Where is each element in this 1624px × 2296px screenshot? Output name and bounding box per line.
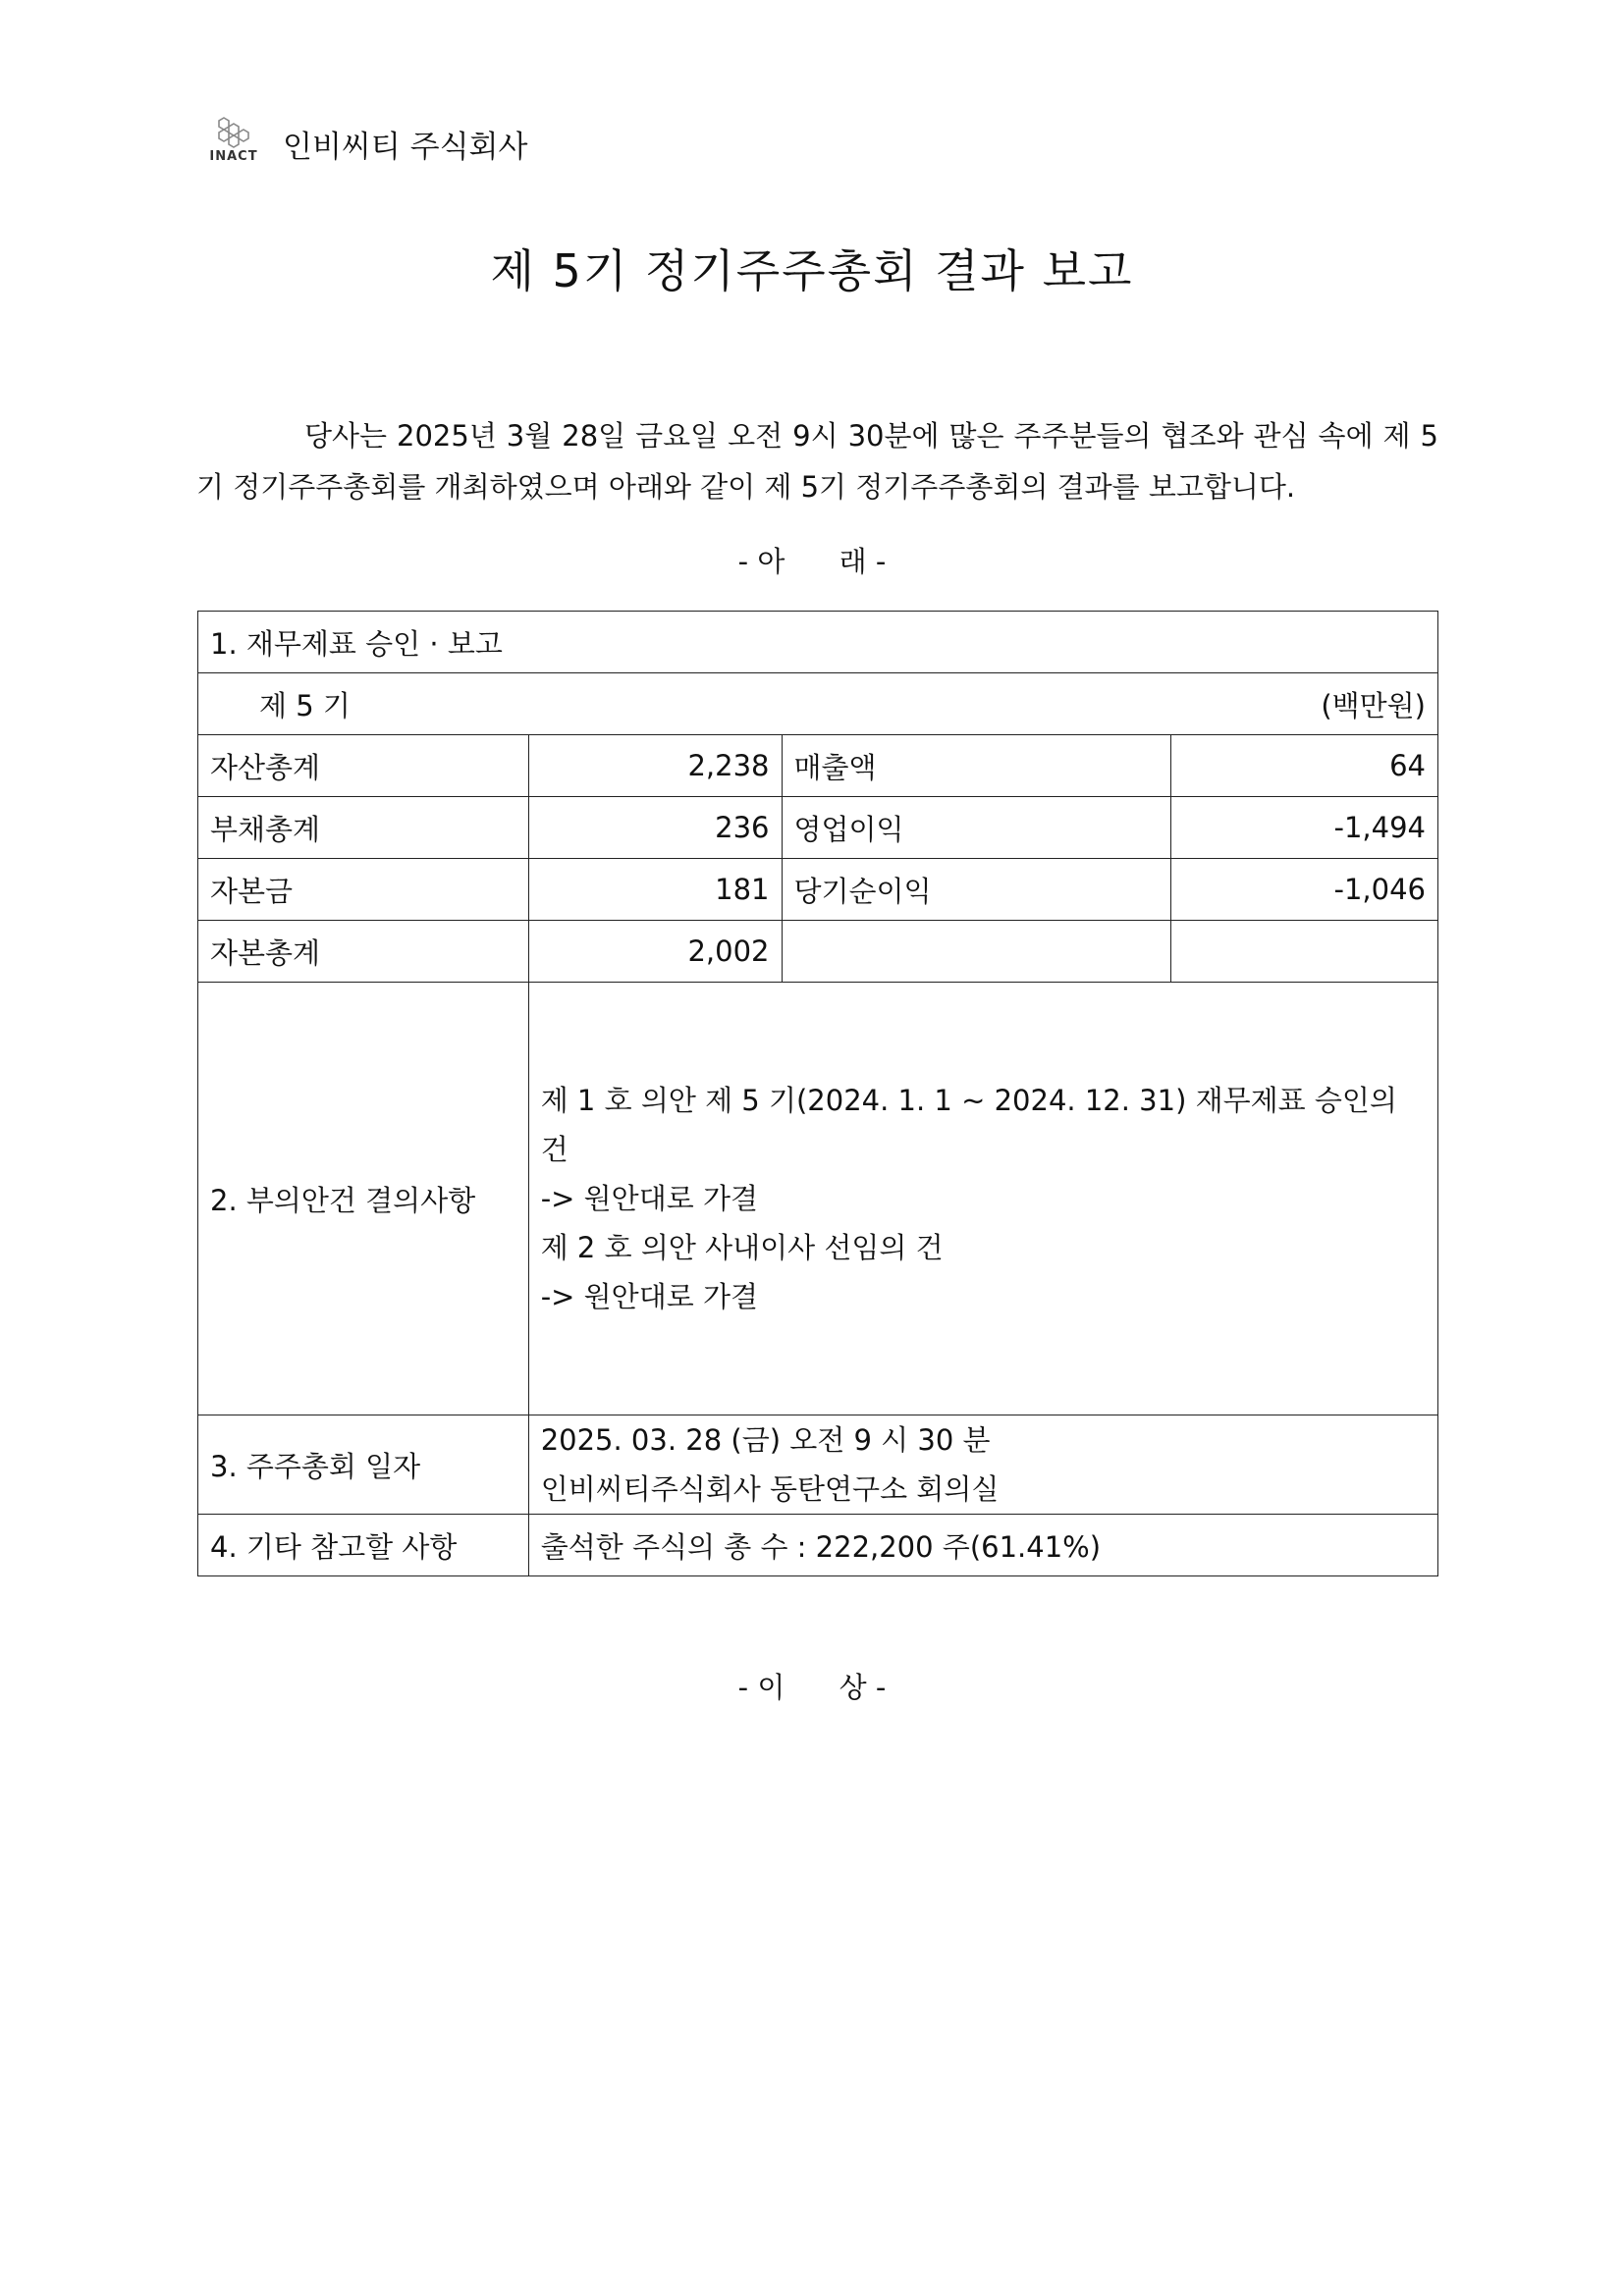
financial-label: 자산총계: [198, 735, 529, 797]
financial-value: 2,002: [528, 921, 782, 983]
agenda-line: 제 2 호 의안 사내이사 선임의 건: [540, 1231, 944, 1264]
financial-value: 2,238: [528, 735, 782, 797]
financial-label: [782, 921, 1171, 983]
section1-heading: 1. 재무제표 승인 · 보고: [198, 612, 1438, 673]
financial-value: [1171, 921, 1438, 983]
section3-heading: 3. 주주총회 일자: [198, 1415, 529, 1515]
meeting-details: [528, 1415, 1437, 1515]
financial-value: 181: [528, 859, 782, 921]
financial-label: 부채총계: [198, 797, 529, 859]
intro-paragraph: [196, 410, 1438, 512]
company-logo: [206, 116, 261, 171]
intro-text: 당사는 2025년 3월 28일 금요일 오전 9시 30분에 많은 주주분들의 협조와 관심 속에 제 5기 정기주주총회를 개최하였으며 아래와 같이 제 5기 정기주주총회의 결과를 보고합니다.: [196, 419, 1438, 504]
attendance-value: 출석한 주식의 총 수 : 222,200 주(61.41%): [528, 1515, 1437, 1576]
financial-label: 매출액: [782, 735, 1171, 797]
financial-label: 영업이익: [782, 797, 1171, 859]
company-name: 인비씨티 주식회사: [283, 129, 528, 165]
table-row: [198, 921, 1438, 983]
financial-label: 자본총계: [198, 921, 529, 983]
table-row: [198, 612, 1438, 673]
table-row: [198, 983, 1438, 1415]
table-row: [198, 1515, 1438, 1576]
section4-heading: 4. 기타 참고할 사항: [198, 1515, 529, 1576]
logo-wordmark: INACT: [209, 149, 258, 164]
below-marker: - 아 래 -: [737, 545, 887, 578]
table-row: [198, 1415, 1438, 1515]
financial-value: 64: [1171, 735, 1438, 797]
section2-heading: 2. 부의안건 결의사항: [198, 983, 529, 1415]
document-title: 제 5기 정기주주총회 결과 보고: [490, 244, 1134, 297]
meeting-location: 인비씨티주식회사 동탄연구소 회의실: [540, 1472, 1000, 1506]
period-row: [198, 673, 1438, 735]
meeting-date: 2025. 03. 28 (금) 오전 9 시 30 분: [540, 1423, 991, 1457]
table-row: [198, 735, 1438, 797]
financial-label: 자본금: [198, 859, 529, 921]
financial-label: 당기순이익: [782, 859, 1171, 921]
table-row: [198, 797, 1438, 859]
unit-label: (백만원): [1321, 688, 1426, 722]
table-row: [198, 673, 1438, 735]
financial-value: -1,046: [1171, 859, 1438, 921]
agenda-line: -> 원안대로 가결: [540, 1182, 758, 1215]
end-marker: - 이 상 -: [737, 1671, 887, 1704]
agenda-resolutions: [528, 983, 1437, 1415]
results-table: [197, 611, 1438, 1576]
agenda-line: -> 원안대로 가결: [540, 1280, 758, 1313]
agenda-line: 제 1 호 의안 제 5 기(2024. 1. 1 ~ 2024. 12. 31) 재무제표 승인의 건: [540, 1084, 1397, 1166]
period-label: 제 5 기: [259, 688, 351, 722]
financial-value: -1,494: [1171, 797, 1438, 859]
table-row: [198, 859, 1438, 921]
financial-value: 236: [528, 797, 782, 859]
hexagon-logo-icon: [214, 116, 253, 151]
document-header: [206, 116, 527, 171]
